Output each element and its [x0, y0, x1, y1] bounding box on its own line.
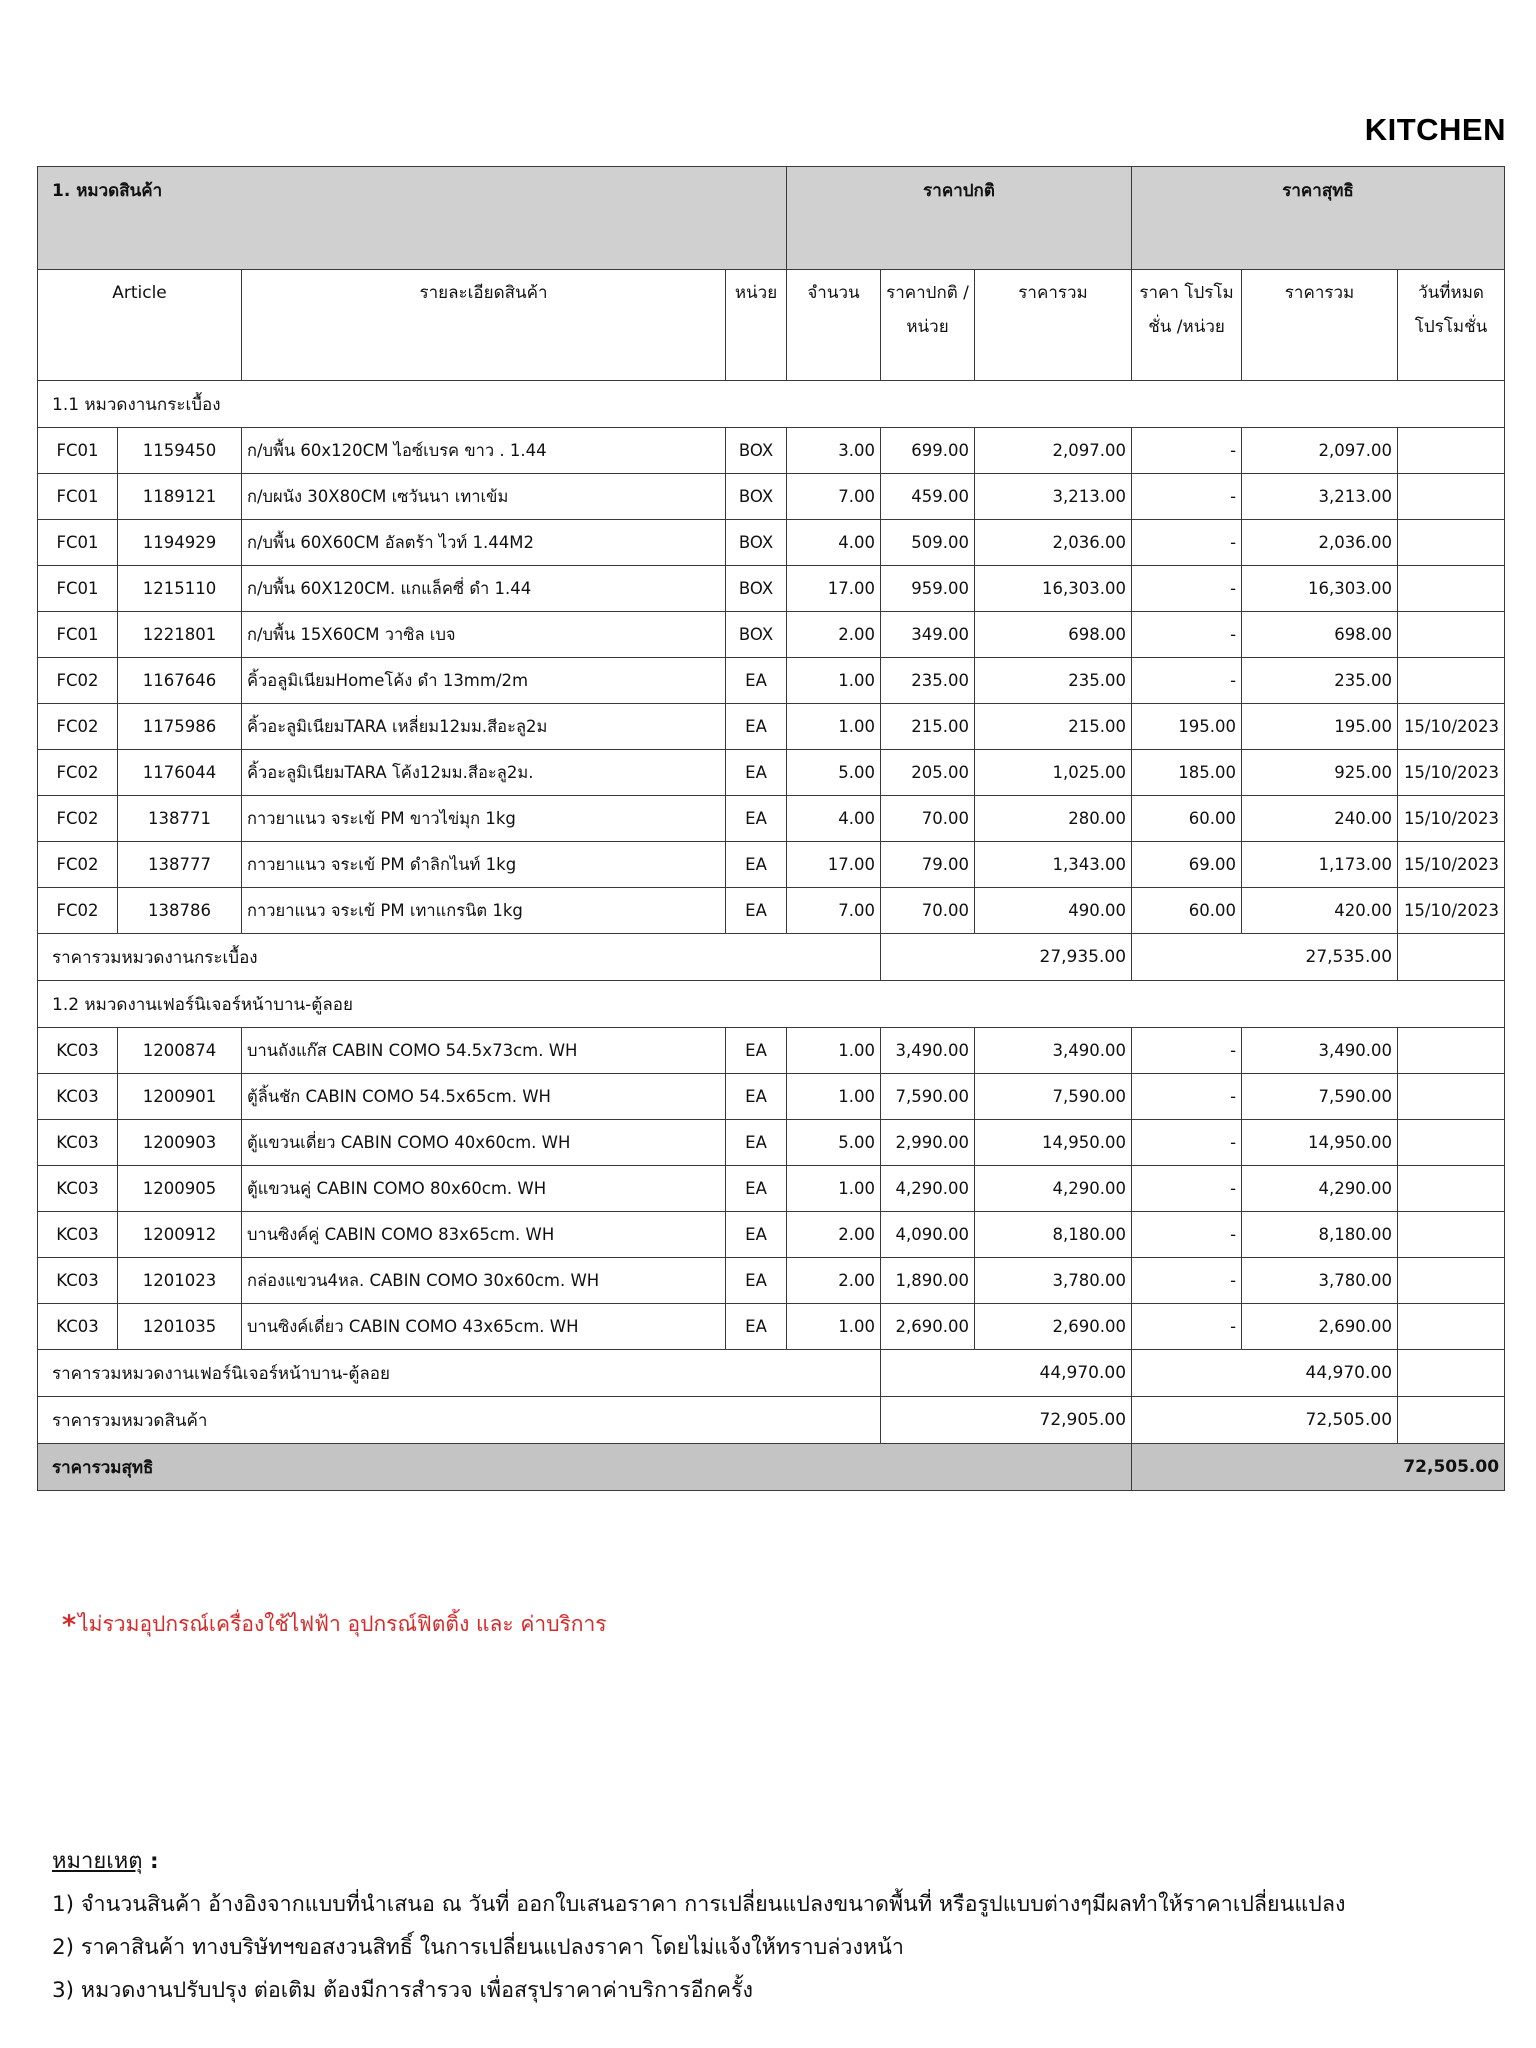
item-sku: 1200901 — [118, 1074, 242, 1120]
item-quantity: 2.00 — [787, 1258, 881, 1304]
item-quantity: 4.00 — [787, 796, 881, 842]
item-total: 1,025.00 — [975, 750, 1132, 796]
item-promo-end — [1398, 1258, 1505, 1304]
header-article: Article — [38, 270, 242, 381]
item-description: ตู้แขวนคู่ CABIN COMO 80x60cm. WH — [242, 1166, 726, 1212]
item-unit-price: 70.00 — [881, 888, 975, 934]
remarks-title: หมายเหตุ — [52, 1849, 143, 1874]
section-subtotal-row — [38, 934, 1505, 981]
item-description: ก/บผนัง 30X80CM เซวันนา เทาเข้ม — [242, 474, 726, 520]
item-promo-price: 60.00 — [1132, 796, 1242, 842]
item-promo-price: 69.00 — [1132, 842, 1242, 888]
table-header-row-2 — [38, 270, 1505, 381]
item-unit: EA — [726, 1258, 787, 1304]
item-unit-price: 3,490.00 — [881, 1028, 975, 1074]
item-description: ก/บพื้น 15X60CM วาซิล เบจ — [242, 612, 726, 658]
item-unit-price: 509.00 — [881, 520, 975, 566]
item-promo-end — [1398, 1166, 1505, 1212]
item-quantity: 5.00 — [787, 750, 881, 796]
table-row — [38, 566, 1505, 612]
header-promo-price: ราคา โปรโมชั่น /หน่วย — [1132, 270, 1242, 381]
item-promo-price: - — [1132, 520, 1242, 566]
header-net-price: ราคาสุทธิ — [1132, 167, 1505, 270]
item-promo-price: - — [1132, 1074, 1242, 1120]
grand-total-label: ราคารวมสุทธิ — [38, 1444, 1132, 1491]
section-title: 1.1 หมวดงานกระเบื้อง — [38, 381, 1505, 428]
item-unit: BOX — [726, 520, 787, 566]
item-sku: 1200905 — [118, 1166, 242, 1212]
item-promo-end — [1398, 474, 1505, 520]
item-promo-price: - — [1132, 566, 1242, 612]
item-unit: EA — [726, 888, 787, 934]
item-sku: 1176044 — [118, 750, 242, 796]
item-unit: BOX — [726, 612, 787, 658]
item-code: FC01 — [38, 520, 118, 566]
table-row — [38, 1304, 1505, 1350]
item-unit-price: 459.00 — [881, 474, 975, 520]
header-category: 1. หมวดสินค้า — [38, 167, 787, 270]
item-promo-price: - — [1132, 612, 1242, 658]
subtotal-empty — [1398, 1350, 1505, 1397]
item-code: KC03 — [38, 1304, 118, 1350]
item-description: บานซิงค์เดี่ยว CABIN COMO 43x65cm. WH — [242, 1304, 726, 1350]
item-description: ตู้แขวนเดี่ยว CABIN COMO 40x60cm. WH — [242, 1120, 726, 1166]
item-promo-price: - — [1132, 1212, 1242, 1258]
item-code: FC02 — [38, 842, 118, 888]
item-code: KC03 — [38, 1074, 118, 1120]
item-total: 2,097.00 — [975, 428, 1132, 474]
item-quantity: 7.00 — [787, 888, 881, 934]
item-promo-end: 15/10/2023 — [1398, 704, 1505, 750]
subtotal-label: ราคารวมหมวดงานเฟอร์นิเจอร์หน้าบาน-ตู้ลอย — [38, 1350, 881, 1397]
category-total-value: 72,905.00 — [881, 1397, 1132, 1444]
item-code: KC03 — [38, 1028, 118, 1074]
item-unit: EA — [726, 704, 787, 750]
subtotal-net: 44,970.00 — [1132, 1350, 1398, 1397]
item-sku: 1175986 — [118, 704, 242, 750]
item-sku: 1201035 — [118, 1304, 242, 1350]
item-unit-price: 7,590.00 — [881, 1074, 975, 1120]
table-row — [38, 658, 1505, 704]
quotation-table — [37, 166, 1505, 1491]
item-description: กาวยาแนว จระเข้ PM ขาวไข่มุก 1kg — [242, 796, 726, 842]
item-unit-price: 4,090.00 — [881, 1212, 975, 1258]
item-sku: 1189121 — [118, 474, 242, 520]
item-code: KC03 — [38, 1120, 118, 1166]
item-promo-end — [1398, 566, 1505, 612]
item-quantity: 1.00 — [787, 1074, 881, 1120]
item-quantity: 1.00 — [787, 704, 881, 750]
table-row — [38, 750, 1505, 796]
item-unit-price: 2,690.00 — [881, 1304, 975, 1350]
item-sku: 1200912 — [118, 1212, 242, 1258]
item-promo-price: - — [1132, 1028, 1242, 1074]
item-unit: EA — [726, 750, 787, 796]
item-quantity: 2.00 — [787, 1212, 881, 1258]
item-promo-price: - — [1132, 658, 1242, 704]
subtotal-total: 44,970.00 — [881, 1350, 1132, 1397]
page-title: KITCHEN — [1364, 112, 1506, 147]
header-normal-price: ราคาปกติ — [787, 167, 1132, 270]
table-row — [38, 520, 1505, 566]
item-net-total: 3,490.00 — [1242, 1028, 1398, 1074]
table-row — [38, 1028, 1505, 1074]
item-promo-price: 60.00 — [1132, 888, 1242, 934]
item-promo-end: 15/10/2023 — [1398, 842, 1505, 888]
item-code: FC01 — [38, 566, 118, 612]
item-code: FC02 — [38, 750, 118, 796]
item-net-total: 3,780.00 — [1242, 1258, 1398, 1304]
item-description: กาวยาแนว จระเข้ PM ดำลิกไนท์ 1kg — [242, 842, 726, 888]
item-unit-price: 349.00 — [881, 612, 975, 658]
table-row — [38, 1212, 1505, 1258]
item-promo-price: - — [1132, 1258, 1242, 1304]
table-row — [38, 1120, 1505, 1166]
item-description: คิ้วอะลูมิเนียมTARA โค้ง12มม.สีอะลู2ม. — [242, 750, 726, 796]
item-description: คิ้วอะลูมิเนียมTARA เหลี่ยม12มม.สีอะลู2ม — [242, 704, 726, 750]
item-promo-price: - — [1132, 474, 1242, 520]
item-promo-end — [1398, 658, 1505, 704]
item-quantity: 3.00 — [787, 428, 881, 474]
item-sku: 1215110 — [118, 566, 242, 612]
item-unit-price: 699.00 — [881, 428, 975, 474]
item-sku: 1201023 — [118, 1258, 242, 1304]
item-net-total: 925.00 — [1242, 750, 1398, 796]
item-sku: 1200903 — [118, 1120, 242, 1166]
remark-item-1: 1) จำนวนสินค้า อ้างอิงจากแบบที่นำเสนอ ณ วันที่ ออกใบเสนอราคา การเปลี่ยนแปลงขนาดพื้นที่ หรือรูปแบบต่างๆมีผลทำให้ราคาเปลี่ยนแปลง — [52, 1892, 1346, 1917]
item-sku: 1221801 — [118, 612, 242, 658]
item-net-total: 195.00 — [1242, 704, 1398, 750]
item-unit-price: 235.00 — [881, 658, 975, 704]
remark-item-3: 3) หมวดงานปรับปรุง ต่อเติม ต้องมีการสำรวจ เพื่อสรุปราคาค่าบริการอีกครั้ง — [52, 1978, 754, 2003]
item-quantity: 1.00 — [787, 1166, 881, 1212]
item-unit: BOX — [726, 474, 787, 520]
item-unit-price: 215.00 — [881, 704, 975, 750]
item-total: 4,290.00 — [975, 1166, 1132, 1212]
header-net-total: ราคารวม — [1242, 270, 1398, 381]
item-promo-end — [1398, 1074, 1505, 1120]
item-unit-price: 2,990.00 — [881, 1120, 975, 1166]
asterisk-icon: * — [62, 1610, 77, 1641]
table-row — [38, 1258, 1505, 1304]
item-code: FC01 — [38, 428, 118, 474]
item-net-total: 4,290.00 — [1242, 1166, 1398, 1212]
item-description: ก/บพื้น 60x120CM ไอซ์เบรค ขาว . 1.44 — [242, 428, 726, 474]
item-promo-end — [1398, 520, 1505, 566]
section-header-row — [38, 381, 1505, 428]
item-sku: 138786 — [118, 888, 242, 934]
item-code: KC03 — [38, 1166, 118, 1212]
item-unit: EA — [726, 1212, 787, 1258]
item-promo-price: 185.00 — [1132, 750, 1242, 796]
table-row — [38, 612, 1505, 658]
item-total: 215.00 — [975, 704, 1132, 750]
item-quantity: 5.00 — [787, 1120, 881, 1166]
item-promo-end — [1398, 1120, 1505, 1166]
item-unit: EA — [726, 1166, 787, 1212]
table-row — [38, 704, 1505, 750]
item-net-total: 14,950.00 — [1242, 1120, 1398, 1166]
item-code: FC02 — [38, 704, 118, 750]
item-total: 280.00 — [975, 796, 1132, 842]
item-description: ก/บพื้น 60X60CM อัลตร้า ไวท์ 1.44M2 — [242, 520, 726, 566]
item-net-total: 16,303.00 — [1242, 566, 1398, 612]
item-unit: EA — [726, 1028, 787, 1074]
item-total: 8,180.00 — [975, 1212, 1132, 1258]
item-code: FC01 — [38, 474, 118, 520]
header-total: ราคารวม — [975, 270, 1132, 381]
item-code: FC02 — [38, 658, 118, 704]
item-promo-end — [1398, 1212, 1505, 1258]
header-unit: หน่วย — [726, 270, 787, 381]
item-sku: 1200874 — [118, 1028, 242, 1074]
item-quantity: 2.00 — [787, 612, 881, 658]
section-header-row — [38, 981, 1505, 1028]
item-net-total: 1,173.00 — [1242, 842, 1398, 888]
item-total: 235.00 — [975, 658, 1132, 704]
item-unit: BOX — [726, 428, 787, 474]
item-code: FC01 — [38, 612, 118, 658]
item-unit: EA — [726, 658, 787, 704]
item-promo-end — [1398, 612, 1505, 658]
section-title: 1.2 หมวดงานเฟอร์นิเจอร์หน้าบาน-ตู้ลอย — [38, 981, 1505, 1028]
item-description: กล่องแขวน4หล. CABIN COMO 30x60cm. WH — [242, 1258, 726, 1304]
item-description: บานถังแก๊ส CABIN COMO 54.5x73cm. WH — [242, 1028, 726, 1074]
item-sku: 1194929 — [118, 520, 242, 566]
item-promo-end — [1398, 1304, 1505, 1350]
header-promo-end: วันที่หมด โปรโมชั่น — [1398, 270, 1505, 381]
item-total: 3,213.00 — [975, 474, 1132, 520]
table-row — [38, 888, 1505, 934]
item-promo-price: - — [1132, 1304, 1242, 1350]
item-unit-price: 1,890.00 — [881, 1258, 975, 1304]
item-total: 1,343.00 — [975, 842, 1132, 888]
category-total-empty — [1398, 1397, 1505, 1444]
item-total: 2,690.00 — [975, 1304, 1132, 1350]
table-row — [38, 474, 1505, 520]
header-description: รายละเอียดสินค้า — [242, 270, 726, 381]
table-row — [38, 796, 1505, 842]
item-promo-end: 15/10/2023 — [1398, 750, 1505, 796]
item-quantity: 1.00 — [787, 658, 881, 704]
item-description: กาวยาแนว จระเข้ PM เทาแกรนิต 1kg — [242, 888, 726, 934]
item-net-total: 235.00 — [1242, 658, 1398, 704]
item-unit-price: 959.00 — [881, 566, 975, 612]
item-sku: 1167646 — [118, 658, 242, 704]
item-description: คิ้วอลูมิเนียมHomeโค้ง ดำ 13mm/2m — [242, 658, 726, 704]
item-unit: EA — [726, 1304, 787, 1350]
item-net-total: 2,690.00 — [1242, 1304, 1398, 1350]
item-promo-price: 195.00 — [1132, 704, 1242, 750]
item-quantity: 1.00 — [787, 1028, 881, 1074]
item-total: 698.00 — [975, 612, 1132, 658]
table-header-row-1 — [38, 167, 1505, 270]
section-subtotal-row — [38, 1350, 1505, 1397]
subtotal-total: 27,935.00 — [881, 934, 1132, 981]
table-row — [38, 1074, 1505, 1120]
grand-total-value: 72,505.00 — [1132, 1444, 1505, 1491]
item-quantity: 17.00 — [787, 842, 881, 888]
item-total: 16,303.00 — [975, 566, 1132, 612]
item-promo-end — [1398, 428, 1505, 474]
header-quantity: จำนวน — [787, 270, 881, 381]
header-unit-price: ราคาปกติ /หน่วย — [881, 270, 975, 381]
item-promo-price: - — [1132, 1120, 1242, 1166]
item-sku: 138777 — [118, 842, 242, 888]
item-unit-price: 4,290.00 — [881, 1166, 975, 1212]
item-unit: EA — [726, 796, 787, 842]
category-total-row — [38, 1397, 1505, 1444]
item-net-total: 698.00 — [1242, 612, 1398, 658]
grand-total-row — [38, 1444, 1505, 1491]
item-net-total: 420.00 — [1242, 888, 1398, 934]
exclusion-note-text: ไม่รวมอุปกรณ์เครื่องใช้ไฟฟ้า อุปกรณ์ฟิตติ้ง และ ค่าบริการ — [78, 1612, 607, 1636]
item-total: 3,490.00 — [975, 1028, 1132, 1074]
item-unit-price: 79.00 — [881, 842, 975, 888]
item-net-total: 7,590.00 — [1242, 1074, 1398, 1120]
exclusion-note — [62, 1608, 607, 1641]
item-unit: EA — [726, 1074, 787, 1120]
item-quantity: 17.00 — [787, 566, 881, 612]
remark-item-2: 2) ราคาสินค้า ทางบริษัทฯขอสงวนสิทธิ์ ในการเปลี่ยนแปลงราคา โดยไม่แจ้งให้ทราบล่วงหน้า — [52, 1935, 904, 1960]
subtotal-label: ราคารวมหมวดงานกระเบื้อง — [38, 934, 881, 981]
item-unit: BOX — [726, 566, 787, 612]
category-total-label: ราคารวมหมวดสินค้า — [38, 1397, 881, 1444]
item-code: KC03 — [38, 1258, 118, 1304]
item-promo-end — [1398, 1028, 1505, 1074]
item-unit-price: 70.00 — [881, 796, 975, 842]
item-sku: 138771 — [118, 796, 242, 842]
item-promo-end: 15/10/2023 — [1398, 888, 1505, 934]
item-net-total: 240.00 — [1242, 796, 1398, 842]
item-unit: EA — [726, 842, 787, 888]
table-row — [38, 842, 1505, 888]
table-row — [38, 428, 1505, 474]
item-promo-price: - — [1132, 428, 1242, 474]
table-row — [38, 1166, 1505, 1212]
item-quantity: 7.00 — [787, 474, 881, 520]
item-total: 2,036.00 — [975, 520, 1132, 566]
item-code: FC02 — [38, 796, 118, 842]
item-total: 7,590.00 — [975, 1074, 1132, 1120]
item-total: 3,780.00 — [975, 1258, 1132, 1304]
item-quantity: 1.00 — [787, 1304, 881, 1350]
item-quantity: 4.00 — [787, 520, 881, 566]
item-net-total: 3,213.00 — [1242, 474, 1398, 520]
item-code: FC02 — [38, 888, 118, 934]
item-total: 14,950.00 — [975, 1120, 1132, 1166]
item-unit-price: 205.00 — [881, 750, 975, 796]
category-total-net: 72,505.00 — [1132, 1397, 1398, 1444]
remarks: หมายเหตุ : 1) จำนวนสินค้า อ้างอิงจากแบบที่นำเสนอ ณ วันที่ ออกใบเสนอราคา การเปลี่ยนแปลงขนาดพื้นที่ หรือรูปแบบต่างๆมีผลทำให้ราคาเปลี่ยนแปลง 2) ราคาสินค้า ทางบริษัทฯขอสงวนสิทธิ์ ในการเปลี่ยนแปลงราคา โดยไม่แจ้งให้ทราบล่วงหน้า 3) หมวดงานปรับปรุง ต่อเติม ต้องมีการสำรวจ เพื่อสรุปราคาค่าบริการอีกครั้ง — [52, 1840, 1346, 2012]
item-total: 490.00 — [975, 888, 1132, 934]
item-sku: 1159450 — [118, 428, 242, 474]
subtotal-empty — [1398, 934, 1505, 981]
item-promo-price: - — [1132, 1166, 1242, 1212]
item-unit: EA — [726, 1120, 787, 1166]
item-code: KC03 — [38, 1212, 118, 1258]
item-net-total: 2,036.00 — [1242, 520, 1398, 566]
item-description: บานซิงค์คู่ CABIN COMO 83x65cm. WH — [242, 1212, 726, 1258]
item-net-total: 8,180.00 — [1242, 1212, 1398, 1258]
item-description: ก/บพื้น 60X120CM. แกแล็คซี่ ดำ 1.44 — [242, 566, 726, 612]
item-description: ตู้ลิ้นชัก CABIN COMO 54.5x65cm. WH — [242, 1074, 726, 1120]
subtotal-net: 27,535.00 — [1132, 934, 1398, 981]
item-net-total: 2,097.00 — [1242, 428, 1398, 474]
item-promo-end: 15/10/2023 — [1398, 796, 1505, 842]
